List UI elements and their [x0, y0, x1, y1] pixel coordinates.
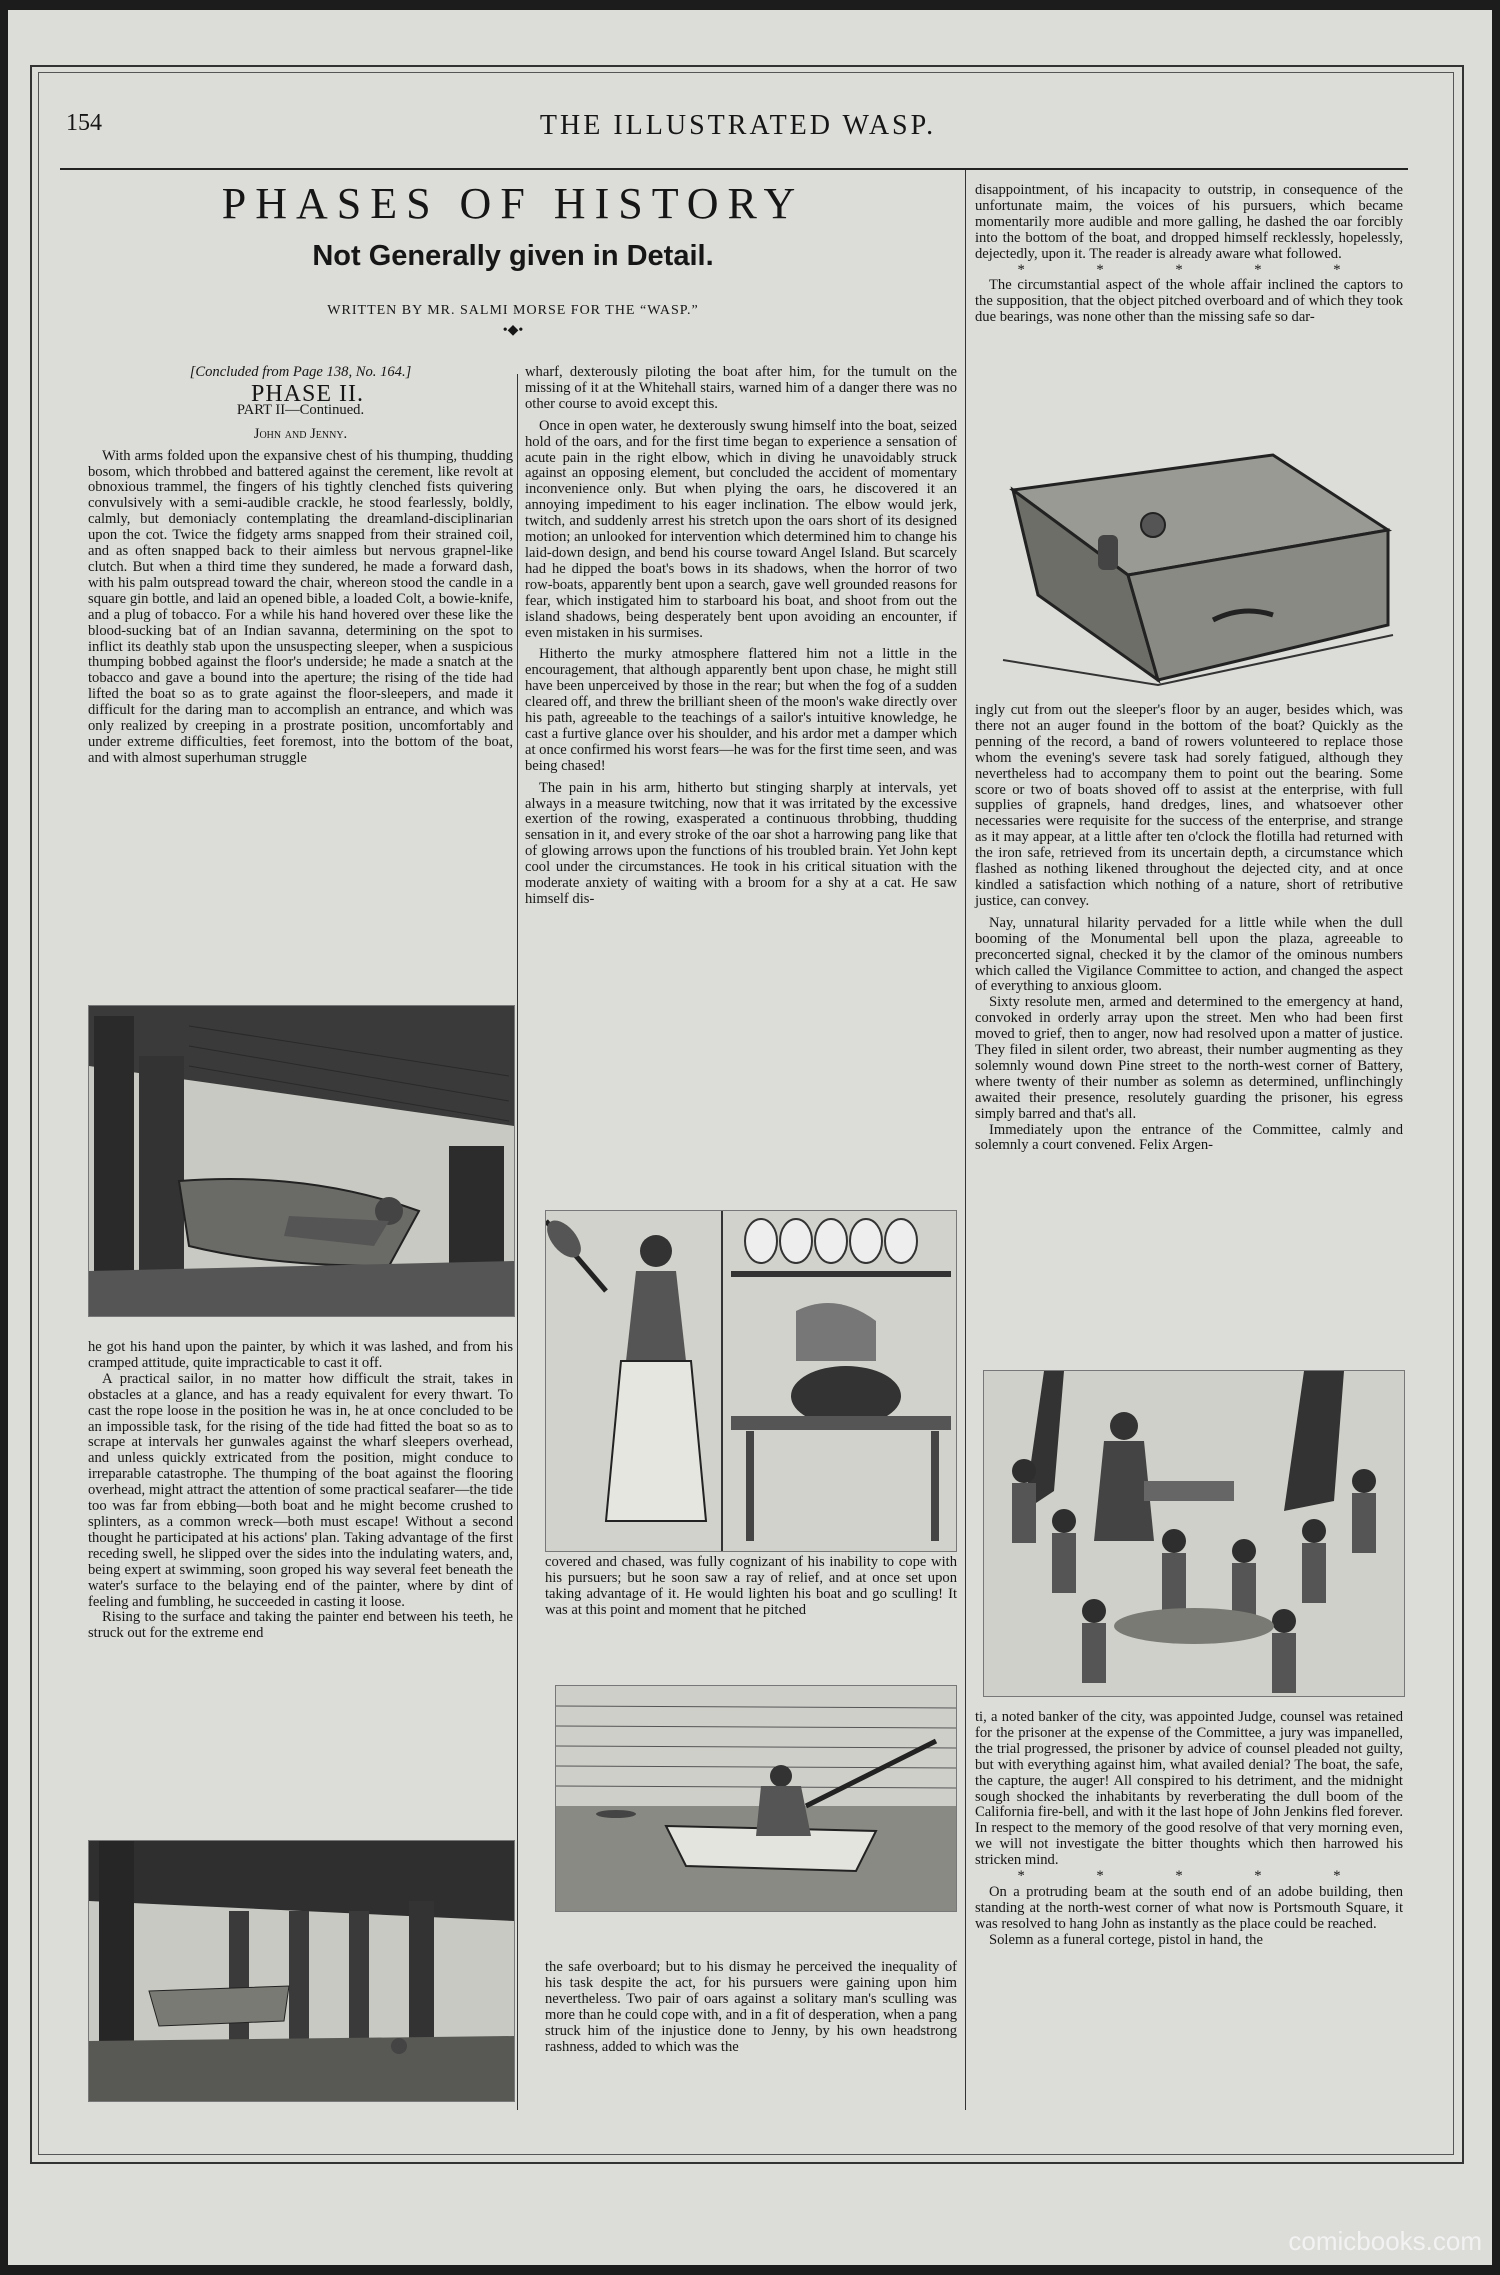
column-1-middle — [88, 1340, 513, 1642]
paragraph: the safe overboard; but to his dismay he perceived the inequality of his task despite the act, for his pursuers were gaining upon him nevertheless. Two pair of oars against a solitary man's sculling was more than he could cope with, and in a fit of desperation, when a pang struck him of the injustice done to Jenny, by his own headstrong rashness, added to which was the — [545, 1959, 957, 2055]
paragraph: The circumstantial aspect of the whole affair inclined the captors to the supposition, that the object pitched overboard and of which they took due bearings, was none other than the missing safe so dar- — [975, 277, 1403, 326]
illustration-man-rowing-boat — [555, 1685, 957, 1912]
page-header — [48, 110, 1428, 150]
paragraph: wharf, dexterously piloting the boat after him, for the tumult on the missing of it at the Whitehall stairs, warned him of a danger there was no other course to avoid except this. — [525, 364, 957, 412]
paragraph: Sixty resolute men, armed and determined to the emergency at hand, convoked in orderly array upon the street. Men who had been first moved to grief, then to anger, now had resolved upon a matter of justice. They filed in silent order, two abreast, their number augmenting as they solemnly wound down Pine street to the north-west corner of Battery, where twenty of their number as solemn as determined, unflinchingly awaited their presence, resolutely guarding the prisoner, his egress simply barred and that's all. — [975, 994, 1403, 1122]
paragraph: covered and chased, was fully cognizant of his inability to cope with his pursuers; but he soon saw a ray of relief, and at once set upon taking advantage of it. He would lighten his boat and go sculling! It was at this point and moment that he pitched — [545, 1554, 957, 1618]
column-2-middle — [545, 1555, 957, 1619]
illustration-iron-safe — [983, 435, 1403, 695]
page-number: 154 — [66, 110, 102, 136]
section-heading: John and Jenny. — [253, 425, 348, 442]
paragraph: The pain in his arm, hitherto but stinging sharply at intervals, yet always in a measure twitching, now that it was irritated by the excessive exertion of the rowing, exasperated a continuous throbbing, thudding sensation in it, and every stroke of the oar shot a harrowing pang like that of glowing arrows upon the functions of his troubled brain. Yet John kept cool under the circumstances. He took in his critical situation with the moderate anxiety of waiting with a broom for a shy at a cat. He saw himself dis- — [525, 779, 957, 907]
illustration-vigilance-court — [983, 1370, 1405, 1697]
illustration-man-in-boat-under-wharf — [88, 1005, 515, 1317]
illustration-swimmer-under-wharf — [88, 1840, 515, 2102]
paragraph: he got his hand upon the painter, by which it was lashed, and from his cramped attitude, quite impracticable to cast it off. — [88, 1339, 513, 1371]
column-2-top — [525, 365, 957, 908]
paragraph: On a protruding beam at the south end of an adobe building, then standing at the north-west corner of what now is Portsmouth Square, it was resolved to hang John as instantly as the place could be reached. — [975, 1883, 1403, 1932]
part-heading: PART II—Continued. — [236, 401, 365, 418]
ornament-divider: •◆• — [502, 323, 524, 338]
column-divider — [517, 374, 518, 2110]
section-stars: * * * * * — [1017, 261, 1375, 278]
paragraph: Immediately upon the entrance of the Committee, calmly and solemnly a court convened. Felix Argen- — [975, 1121, 1403, 1154]
paragraph: disappointment, of his incapacity to outstrip, in consequence of the unfortunate maim, the voices of his pursuers, which became momentarily more audible and more galling, he dashed the oar forcibly into the bottom of the boat, and dropped himself recklessly, hopelessly, dejectedly, upon it. The reader is already aware what followed. — [975, 182, 1403, 262]
illustration-woman-with-broom-and-cat — [545, 1210, 957, 1552]
continued-note: [Concluded from Page 138, No. 164.] — [189, 364, 412, 380]
paragraph: Hitherto the murky atmosphere flattered him not a little in the encouragement, that although apparently bent upon chase, he might still have been unperceived by those in the rear; but when the fog of a sudden cleared off, and threw the brilliant sheen of the moon's wake directly over his path, agreeable to the teachings of a sailor's intuitive knowledge, he cast a furtive glance over his shoulder, and his ardor met a damper which at once confirmed his worst fears—he was for the first time seen, and was being chased! — [525, 646, 957, 774]
article-heading — [68, 170, 958, 390]
column-3-top — [975, 183, 1403, 326]
masthead: THE ILLUSTRATED WASP. — [539, 110, 937, 141]
column-1-top — [88, 365, 513, 767]
paragraph: Once in open water, he dexterously swung himself into the boat, seized hold of the oars, and for the first time began to experience a sensation of acute pain in the right elbow, which in diving he unavoidably struck against an opposing element, but concluded the accident of momentary inconvenience only. But when plying the oars, he discovered it an annoying impediment to his eager inclination. The elbow would jerk, twitch, and suddenly arrest his stretch upon the oars short of its designed motion; an unlooked for intervention which determined him to change his laid-down design, and bend his course toward Angel Island. But scarcely had he dipped the boat's bows in its shadows, when the horror of two row-boats, apparently bent upon a search, gave well grounded reasons for fear, which instigated him to starboard his boat, and shoot from out the island shadows, being desperately bent upon avoiding an encounter, if even mistaken in his surmises. — [525, 417, 957, 641]
paragraph: ti, a noted banker of the city, was appointed Judge, counsel was retained for the prisoner at the expense of the Committee, a jury was impanelled, the trial progressed, the prisoner by advice of counsel pleaded not guilty, but with everything against him, what availed denial? The boat, the safe, the capture, the auger! All conspired to his detriment, and the midnight sough shocked the inhabitants by reverberating the dull boom of the California fire-bell, and with it the last hope of John Jenkins fled forever. In respect to the memory of the good resolve of that very morning even, we will not investigate the bitter thoughts which then harrowed his stricken mind. — [975, 1709, 1403, 1869]
byline: WRITTEN BY MR. SALMI MORSE FOR THE “WASP.” — [327, 303, 699, 318]
paragraph: Rising to the surface and taking the painter end between his teeth, he struck out for the extreme end — [88, 1609, 513, 1642]
article-subtitle: Not Generally given in Detail. — [312, 240, 714, 272]
paragraph: A practical sailor, in no matter how difficult the strait, takes in obstacles at a glance, and has a ready equivalent for every thwart. To cast the rope loose in the position he was in, he at once concluded to be an impossible task, for the rising of the tide had fitted the boat so as to scrape at intervals her gunwales against the wharf sleepers overhead, and unless quickly extricated from the position, might conduce to irreparable catastrophe. The thumping of the boat against the flooring overhead, might attract the attention of some practical seafarer—the tide too was far from ebbing—both boat and he might become crushed to splinters, as a common wreck—both must escape! Without a second thought he participated at his actions' plan. Taking advantage of the first receding swell, he slipped over the sides into the indulating waters, and, being expert at swimming, soon groped his way several feet beneath the water's surface to the belaying end of the painter, where by dint of feeling and fumbling, he succeeded in casting it loose. — [88, 1370, 513, 1610]
section-stars: * * * * * — [1017, 1868, 1375, 1885]
column-3-bottom — [975, 1710, 1403, 1949]
watermark-credit: comicbooks.com — [1288, 2226, 1482, 2256]
column-3-middle — [975, 703, 1403, 1154]
paragraph: With arms folded upon the expansive chest of his thumping, thudding bosom, which throbbed and battered against the cerement, like revolt at obnoxious trammel, the fingers of his tightly clenched fists quivering convulsively with a semi-audible crackle, he stood fearlessly, boldly, calmly, but demoniacly contemplating the dreamland-disciplinarian upon the cot. Twice the fidgety arms snapped from their strained coil, and as often snapped back to their aimless but nervous grapnel-like clutch. But when a third time they sundered, he made a forward dash, with his palm outspread toward the chair, whereon stood the candle in a square gin bottle, and laid an opened bible, a loaded Colt, a bowie-knife, and a plug of tobacco. For a while his hand hovered over these like the blood-sucking bat of an Indian savanna, determining on the spot to inflict its deathly stab upon the unsuspecting sleeper, when a suspicious thumping bobbed against the floor's underside; he made a snatch at the tobacco and gave a bound into the aperture; the rising of the tide had lifted the boat so as to grate against the floor-sleepers, and made it difficult for the daring man to accomplish an entrance, and which was only realized by creeping in a prostrate position, uncomfortably and under extreme difficulties, feet foremost, into the bottom of the boat, and with almost superhuman struggle — [88, 447, 513, 766]
paragraph: Solemn as a funeral cortege, pistol in hand, the — [989, 1931, 1263, 1948]
newspaper-page — [8, 10, 1492, 2265]
paragraph: Nay, unnatural hilarity pervaded for a little while when the dull booming of the Monumental bell upon the plaza, agreeable to preconcerted signal, checked it by the clamor of the ominous numbers which called the Vigilance Committee to action, and changed the aspect of everything to anxious gloom. — [975, 914, 1403, 995]
phase-heading: PHASE II. — [250, 380, 364, 407]
column-2-bottom — [545, 1960, 957, 2055]
column-divider — [965, 170, 966, 2110]
article-title: PHASES OF HISTORY — [221, 179, 805, 228]
paragraph: ingly cut from out the sleeper's floor by an auger, besides which, was there not an auger found in the bottom of the boat? Quickly as the penning of the record, a band of rowers volunteered to replace those whom the evening's severe task had sorely fatigued, although they nevertheless had to accompany them to point out the bearing. Some score or two of boats shoved off to assist at the enterprise, with full supplies of grapnels, hand dredges, lines, and whatsoever other necessaries were requisite for the success of the enterprise, and strange as it may appear, at a little after ten o'clock the flotilla had returned with the iron safe, retrieved from its uncertain depth, a circumstance which flashed as nothing likened throughout the dejected city, and at once kindled a satisfaction which nothing of a nature, short of retributive justice, can convey. — [975, 702, 1403, 909]
